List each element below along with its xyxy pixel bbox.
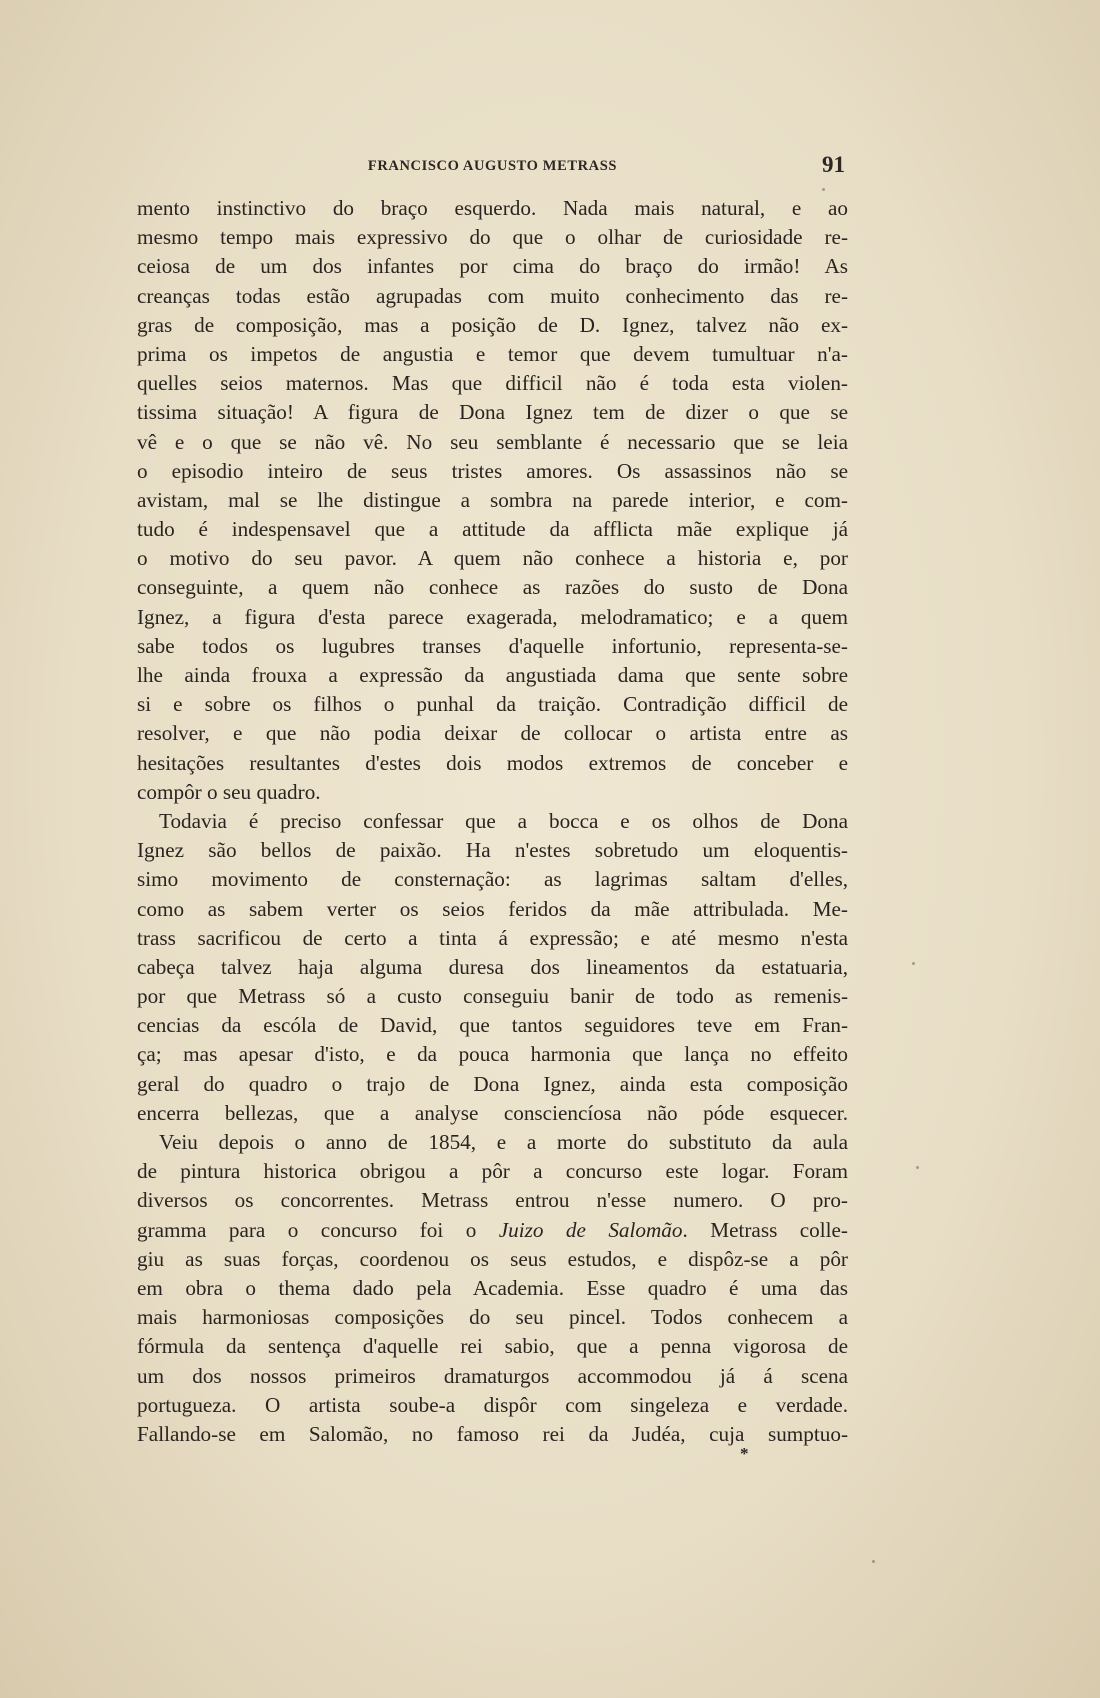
paper-speck (912, 962, 915, 965)
page-number: 91 (822, 152, 845, 177)
text-line: prima os impetos de angustia e temor que devem tumultuar n'a- (137, 341, 848, 366)
signature-mark: * (740, 1444, 749, 1463)
text-line: mesmo tempo mais expressivo do que o olhar de curiosidade re- (137, 225, 848, 250)
text-line: fórmula da sentença d'aquelle rei sabio, que a penna vigorosa de (137, 1334, 848, 1359)
line-tail: . Metrass colle- (682, 1217, 848, 1242)
text-line: hesitações resultantes d'estes dois modos extremos de conceber e (137, 750, 848, 775)
text-line: portugueza. O artista soube-a dispôr com singeleza e verdade. (137, 1392, 848, 1417)
page-header (140, 152, 845, 182)
text-line: como as sabem verter os seios feridos da mãe attribulada. Me- (137, 896, 848, 921)
text-line: ceiosa de um dos infantes por cima do braço do irmão! As (137, 254, 848, 279)
text-line: mais harmoniosas composições do seu pincel. Todos conhecem a (137, 1305, 848, 1330)
text-line: cabeça talvez haja alguma duresa dos lineamentos da estatuaria, (137, 954, 848, 979)
text-line: tissima situação! A figura de Dona Ignez tem de dizer o que se (137, 400, 848, 425)
painting-title: Juizo de Salomão (498, 1217, 683, 1242)
paragraph-start-line: Todavia é preciso confessar que a bocca e os olhos de Dona (159, 808, 848, 833)
text-line: gras de composição, mas a posição de D. Ignez, talvez não ex- (137, 312, 848, 337)
text-line: de pintura historica obrigou a pôr a concurso este logar. Foram (137, 1159, 848, 1184)
text-line: vê e o que se não vê. No seu semblante é necessario que se leia (137, 429, 848, 454)
text-line: um dos nossos primeiros dramaturgos accommodou já á scena (137, 1363, 848, 1388)
text-line: simo movimento de consternação: as lagrimas saltam d'elles, (137, 867, 848, 892)
text-line: Ignez, a figura d'esta parece exagerada, melodramatico; e a quem (137, 604, 848, 629)
text-line: quelles seios maternos. Mas que difficil não é toda esta violen- (137, 371, 848, 396)
paper-speck (822, 188, 825, 191)
text-line: creanças todas estão agrupadas com muito conhecimento das re- (137, 283, 848, 308)
text-line: si e sobre os filhos o punhal da traição. Contradição difficil de (137, 692, 848, 717)
text-line: por que Metrass só a custo conseguiu banir de todo as remenis- (137, 984, 848, 1009)
text-line: trass sacrificou de certo a tinta á expressão; e até mesmo n'esta (137, 925, 848, 950)
text-line: sabe todos os lugubres transes d'aquelle infortunio, representa-se- (137, 633, 848, 658)
text-line: o episodio inteiro de seus tristes amores. Os assassinos não se (137, 458, 848, 483)
text-line: ça; mas apesar d'isto, e da pouca harmonia que lança no effeito (137, 1042, 848, 1067)
text-line: avistam, mal se lhe distingue a sombra na parede interior, e com- (137, 487, 848, 512)
text-line: lhe ainda frouxa a expressão da angustiada dama que sente sobre (137, 663, 848, 687)
text-line: tudo é indespensavel que a attitude da afflicta mãe explique já (137, 517, 848, 542)
text-line: Fallando-se em Salomão, no famoso rei da Judéa, cuja sumptuo- (137, 1421, 848, 1446)
line-lead: gramma para o concurso foi o (137, 1217, 499, 1242)
text-line: Ignez são bellos de paixão. Ha n'estes sobretudo um eloquentis- (137, 838, 848, 863)
text-line: o motivo do seu pavor. A quem não conhece a historia e, por (137, 546, 848, 571)
paragraph-start-line: Veiu depois o anno de 1854, e a morte do substituto da aula (159, 1130, 848, 1154)
text-line: em obra o thema dado pela Academia. Esse quadro é uma das (137, 1275, 848, 1300)
text-line: cencias da escóla de David, que tantos seguidores teve em Fran- (137, 1013, 848, 1038)
text-line: encerra bellezas, que a analyse consciencíosa não póde esquecer. (137, 1100, 848, 1125)
paper-speck (916, 1166, 919, 1169)
text-line-with-italic-title (137, 1216, 848, 1245)
running-title: FRANCISCO AUGUSTO METRASS (367, 158, 618, 174)
text-line: giu as suas forças, coordenou os seus estudos, e dispôz-se a pôr (137, 1246, 848, 1271)
body-text (137, 194, 848, 1449)
text-line: resolver, e que não podia deixar de collocar o artista entre as (137, 721, 848, 746)
text-line: diversos os concorrentes. Metrass entrou n'esse numero. O pro- (137, 1188, 848, 1213)
text-line: conseguinte, a quem não conhece as razões do susto de Dona (137, 575, 848, 600)
paragraph-end-line: compôr o seu quadro. (137, 779, 321, 804)
text-line: geral do quadro o trajo de Dona Ignez, ainda esta composição (137, 1071, 848, 1096)
text-line: mento instinctivo do braço esquerdo. Nada mais natural, e ao (137, 196, 848, 220)
paper-speck (872, 1560, 875, 1563)
